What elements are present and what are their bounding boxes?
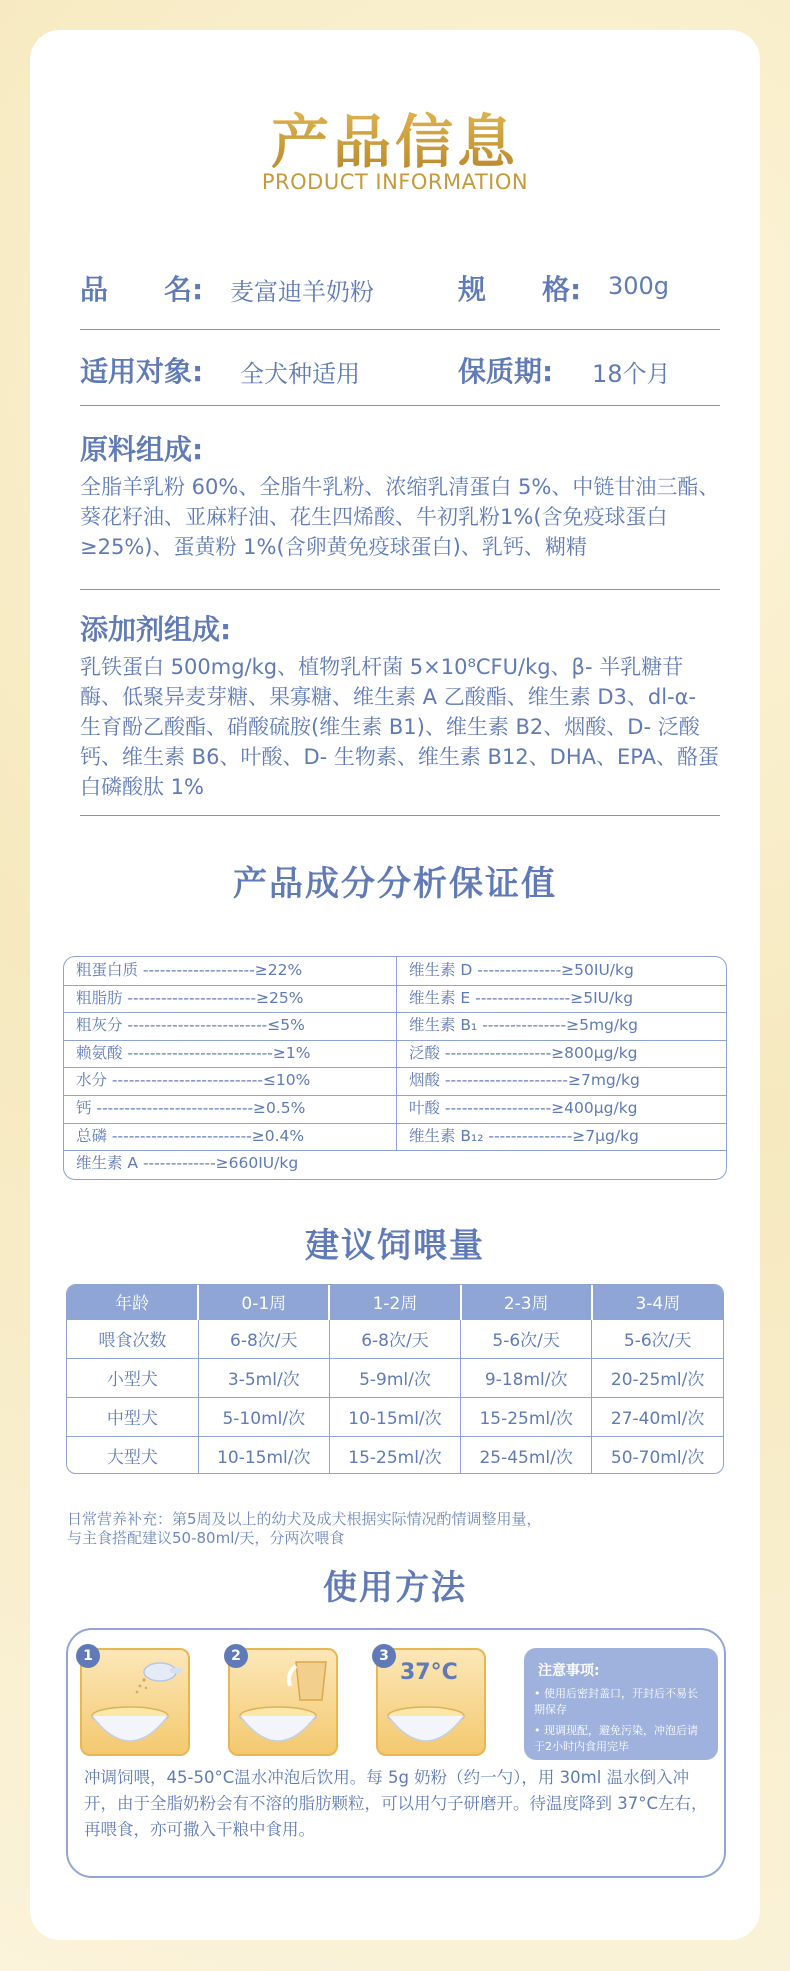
ingredients-block [80, 428, 720, 590]
temperature-label: 37°C [400, 1660, 458, 1685]
feeding-header-cell: 2-3周 [461, 1285, 592, 1319]
analysis-table [63, 956, 727, 1180]
analysis-item: 维生素 B₁ ---------------≥5mg/kg [409, 1016, 638, 1035]
notice-title: 注意事项: [538, 1663, 600, 1679]
page-subtitle: PRODUCT INFORMATION [261, 170, 529, 194]
name-value: 麦富迪羊奶粉 [230, 278, 374, 306]
analysis-item: 叶酸 -------------------≥400μg/kg [409, 1099, 638, 1117]
additives-block [80, 608, 720, 816]
target-label: 适用对象: [80, 355, 204, 388]
feeding-header-cell: 1-2周 [329, 1285, 460, 1319]
usage-heading: 使用方法 [323, 1568, 467, 1608]
table-row [67, 1358, 723, 1397]
spec-value: 300g [608, 272, 670, 300]
step-number: 2 [224, 1644, 248, 1668]
table-row [67, 1319, 723, 1358]
ingredients-heading: 原料组成: [80, 433, 204, 466]
analysis-item: 泛酸 -------------------≥800μg/kg [409, 1043, 638, 1062]
analysis-item: 维生素 E -----------------≥5IU/kg [409, 988, 634, 1007]
step-2-illustration [228, 1648, 338, 1756]
step-1-illustration [80, 1648, 190, 1756]
table-row [67, 1397, 723, 1436]
page-title: 产品信息 [30, 95, 760, 179]
step-number: 1 [76, 1644, 100, 1668]
table-cell: 15-25ml/次 [461, 1397, 592, 1436]
usage-instructions: 冲调饲喂，45-50°C温水冲泡后饮用。每 5g 奶粉（约一勺），用 30ml 温水倒入冲开，由于全脂奶粉会有不溶的脂肪颗粒，可以用勺子研磨开。待温度降到 37°C左右，再喂食，亦可撒入干粮中食用。 [84, 1768, 708, 1839]
feeding-note-line: 与主食搭配建议50-80ml/天，分两次喂食 [67, 1529, 345, 1547]
table-cell: 50-70ml/次 [592, 1436, 723, 1474]
table-cell: 5-10ml/次 [198, 1397, 329, 1436]
notice-item: • 使用后密封盖口，开封后不易长期保存 [534, 1687, 698, 1716]
analysis-item: 粗灰分 -------------------------≤5% [76, 1016, 305, 1035]
feeding-note [67, 1510, 727, 1548]
additives-text: 乳铁蛋白 500mg/kg、植物乳杆菌 5×10⁸CFU/kg、β- 半乳糖苷酶、低聚异麦芽糖、果寡糖、维生素 A 乙酸酯、维生素 D3、dl-α- 生育酚乙酸酯、硝酸硫胺(维生素 B1)、维生素 B2、烟酸、D- 泛酸钙、维生素 B6、叶酸、D- 生物素、维生素 B12、DHA、EPA、酪蛋白磷酸肽 1% [80, 655, 719, 799]
table-cell: 15-25ml/次 [329, 1436, 460, 1474]
table-cell: 27-40ml/次 [592, 1397, 723, 1436]
table-cell: 小型犬 [67, 1358, 198, 1397]
step-number: 3 [372, 1644, 396, 1668]
info-row-name-spec [80, 260, 720, 330]
step-3-illustration [376, 1648, 486, 1756]
table-cell: 中型犬 [67, 1397, 198, 1436]
table-cell: 喂食次数 [67, 1319, 198, 1358]
analysis-item: 烟酸 ----------------------≥7mg/kg [409, 1071, 640, 1090]
table-cell: 6-8次/天 [198, 1319, 329, 1358]
pitcher-icon [282, 1656, 334, 1706]
feeding-header-cell: 0-1周 [198, 1285, 329, 1319]
analysis-item: 赖氨酸 --------------------------≥1% [76, 1043, 311, 1062]
table-cell: 5-9ml/次 [329, 1358, 460, 1397]
feeding-header-cell: 3-4周 [592, 1285, 723, 1319]
feeding-header-cell: 年龄 [67, 1285, 198, 1319]
notice-box [524, 1648, 718, 1760]
table-row [67, 1436, 723, 1474]
spec-label: 规 格: [458, 273, 582, 306]
content-card [30, 30, 760, 1940]
scoop-icon [122, 1658, 182, 1698]
analysis-heading: 产品成分分析保证值 [233, 864, 557, 904]
feeding-table [66, 1284, 724, 1474]
analysis-item: 水分 ---------------------------≤10% [76, 1071, 311, 1090]
usage-panel [66, 1628, 726, 1878]
analysis-item: 维生素 B₁₂ ---------------≥7μg/kg [409, 1126, 639, 1145]
analysis-item: 粗蛋白质 --------------------≥22% [76, 961, 303, 979]
analysis-item: 钙 ----------------------------≥0.5% [76, 1099, 306, 1117]
target-value: 全犬种适用 [240, 360, 360, 388]
table-cell: 20-25ml/次 [592, 1358, 723, 1397]
shelf-value: 18个月 [592, 360, 671, 388]
analysis-item: 粗脂肪 -----------------------≥25% [76, 988, 304, 1007]
bowl-icon [386, 1706, 466, 1744]
table-cell: 10-15ml/次 [329, 1397, 460, 1436]
table-cell: 5-6次/天 [592, 1319, 723, 1358]
notice-item: • 现调现配，避免污染，冲泡后请于2小时内食用完毕 [534, 1724, 698, 1753]
additives-heading: 添加剂组成: [80, 613, 232, 646]
table-cell: 10-15ml/次 [198, 1436, 329, 1474]
feeding-header-row [67, 1285, 723, 1319]
name-label: 品 名: [80, 273, 204, 306]
table-cell: 25-45ml/次 [461, 1436, 592, 1474]
shelf-label: 保质期: [458, 355, 554, 388]
feeding-heading: 建议饲喂量 [305, 1226, 485, 1266]
table-cell: 6-8次/天 [329, 1319, 460, 1358]
feeding-note-line: 日常营养补充：第5周及以上的幼犬及成犬根据实际情况酌情调整用量， [67, 1510, 542, 1528]
ingredients-text: 全脂羊乳粉 60%、全脂牛乳粉、浓缩乳清蛋白 5%、中链甘油三酯、葵花籽油、亚麻籽油、花生四烯酸、牛初乳粉1%(含免疫球蛋白≥25%)、蛋黄粉 1%(含卵黄免疫球蛋白)、乳钙、糊精 [80, 475, 720, 559]
table-cell: 5-6次/天 [461, 1319, 592, 1358]
analysis-item: 总磷 -------------------------≥0.4% [76, 1126, 305, 1145]
bowl-icon [90, 1706, 170, 1744]
info-row-target-shelf [80, 330, 720, 406]
analysis-item: 维生素 D ---------------≥50IU/kg [409, 961, 634, 979]
analysis-item: 维生素 A -------------≥660IU/kg [76, 1154, 299, 1173]
table-cell: 大型犬 [67, 1436, 198, 1474]
table-cell: 9-18ml/次 [461, 1358, 592, 1397]
bowl-icon [238, 1706, 318, 1744]
table-cell: 3-5ml/次 [198, 1358, 329, 1397]
